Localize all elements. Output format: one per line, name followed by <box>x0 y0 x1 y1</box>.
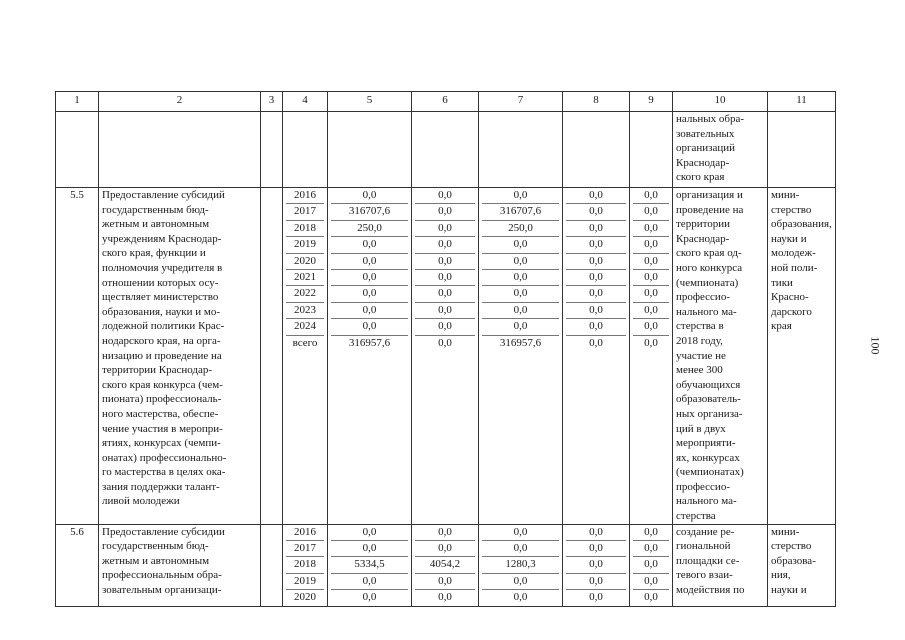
header-cell: 1 <box>56 92 99 112</box>
value-cell: 4054,2 <box>415 557 475 573</box>
row-executor: мини- стерство образования, науки и молодеж- ной поли- тики Краснo- дарского края <box>768 188 836 525</box>
year-cell: 2020 <box>286 254 324 270</box>
value-cell: 5334,5 <box>331 557 408 573</box>
value-cell: 0,0 <box>633 303 669 319</box>
col5-values <box>328 524 412 606</box>
value-cell: 0,0 <box>415 525 475 541</box>
year-cell: 2016 <box>286 525 324 541</box>
table-row <box>56 524 836 606</box>
value-cell: 0,0 <box>566 237 626 253</box>
year-cell: 2019 <box>286 237 324 253</box>
year-cell: всего <box>292 336 318 349</box>
value-cell: 0,0 <box>415 319 475 335</box>
value-cell: 0,0 <box>482 525 559 541</box>
row-result: организация и проведение на территории Краснодар- ского края од- ного конкурса (чемпионата) профессио- нального ма- стерства в 2018 году, участие не менее 300 обучающихся образователь- ных организа- ций в двух мероприяти- ях, конкурсах (чемпионатах) профессио- нального ма- стерства <box>673 188 768 525</box>
row-result: создание ре- гиональной площадки се- тевого взаи- модействия по <box>673 524 768 606</box>
header-cell: 5 <box>328 92 412 112</box>
value-cell: 0,0 <box>482 237 559 253</box>
header-cell: 9 <box>630 92 673 112</box>
value-cell: 0,0 <box>331 319 408 335</box>
value-cell: 250,0 <box>331 221 408 237</box>
value-cell: 0,0 <box>566 221 626 237</box>
value-cell: 0,0 <box>438 336 452 349</box>
value-cell: 0,0 <box>331 525 408 541</box>
value-cell: 0,0 <box>482 188 559 204</box>
row-executor: мини- стерство образова- ния, науки и <box>768 524 836 606</box>
value-cell: 0,0 <box>644 591 658 604</box>
value-cell: 0,0 <box>566 525 626 541</box>
value-cell: 316957,6 <box>499 336 542 349</box>
value-cell: 0,0 <box>331 303 408 319</box>
page-number: 100 <box>868 336 883 355</box>
value-cell: 0,0 <box>415 541 475 557</box>
year-column <box>283 188 328 525</box>
value-cell: 0,0 <box>331 574 408 590</box>
year-cell: 2018 <box>286 221 324 237</box>
year-column <box>283 524 328 606</box>
value-cell: 0,0 <box>633 254 669 270</box>
program-table <box>55 91 836 607</box>
value-cell: 0,0 <box>633 237 669 253</box>
header-row <box>56 92 836 112</box>
value-cell: 0,0 <box>566 254 626 270</box>
value-cell: 0,0 <box>566 557 626 573</box>
value-cell: 0,0 <box>633 574 669 590</box>
year-cell: 2018 <box>286 557 324 573</box>
value-cell: 0,0 <box>482 270 559 286</box>
value-cell: 0,0 <box>633 188 669 204</box>
value-cell: 250,0 <box>482 221 559 237</box>
value-cell: 0,0 <box>566 188 626 204</box>
value-cell: 0,0 <box>566 319 626 335</box>
value-cell: 0,0 <box>633 270 669 286</box>
year-cell: 2020 <box>294 591 316 604</box>
year-cell: 2019 <box>286 574 324 590</box>
header-cell: 7 <box>479 92 563 112</box>
value-cell: 0,0 <box>331 237 408 253</box>
table-row <box>56 188 836 525</box>
value-cell: 0,0 <box>513 591 528 604</box>
value-cell: 0,0 <box>415 254 475 270</box>
row-description: Предоставление субсидий государственным бюд- жетным и автономным учреждениям Краснодар- ского края, функции и полномочия учредителя в отношении которых осу- ществляет министерство образования, науки и мо- лодежной политики Крас- нодарского края, на орга- низацию и проведение на территории Краснодар- ского края конкурса (чем- пионата) профессиональ- ного мастерства, обеспе- чение участия в меропри- ятиях, конкурсах (чемпи- онатах) профессионально- го мастерства в целях ока- зания поддержки талант- ливой молодежи <box>99 188 261 525</box>
value-cell: 0,0 <box>644 336 658 349</box>
year-cell: 2017 <box>286 541 324 557</box>
value-cell: 0,0 <box>589 336 603 349</box>
carry-result-cell: нальных обра- зовательных организаций Краснодар- ского края <box>673 112 768 188</box>
header-cell: 4 <box>283 92 328 112</box>
value-cell: 0,0 <box>633 525 669 541</box>
value-cell: 0,0 <box>362 591 377 604</box>
value-cell: 0,0 <box>566 204 626 220</box>
value-cell: 0,0 <box>566 286 626 302</box>
header-cell: 10 <box>673 92 768 112</box>
value-cell: 0,0 <box>415 574 475 590</box>
col9-values <box>630 188 673 525</box>
value-cell: 0,0 <box>331 286 408 302</box>
value-cell: 0,0 <box>633 286 669 302</box>
value-cell: 0,0 <box>633 541 669 557</box>
col8-values <box>563 524 630 606</box>
year-cell: 2016 <box>286 188 324 204</box>
value-cell: 0,0 <box>415 188 475 204</box>
col7-values <box>479 524 563 606</box>
year-cell: 2017 <box>286 204 324 220</box>
col7-values <box>479 188 563 525</box>
value-cell: 1280,3 <box>482 557 559 573</box>
value-cell: 0,0 <box>566 270 626 286</box>
col8-values <box>563 188 630 525</box>
row-number: 5.6 <box>56 524 99 606</box>
year-cell: 2022 <box>286 286 324 302</box>
value-cell: 316707,6 <box>331 204 408 220</box>
value-cell: 0,0 <box>438 591 452 604</box>
value-cell: 0,0 <box>482 319 559 335</box>
value-cell: 0,0 <box>331 254 408 270</box>
year-cell: 2023 <box>286 303 324 319</box>
value-cell: 0,0 <box>415 286 475 302</box>
header-cell: 3 <box>261 92 283 112</box>
value-cell: 0,0 <box>482 286 559 302</box>
value-cell: 0,0 <box>633 319 669 335</box>
carry-over-row <box>56 112 836 188</box>
value-cell: 0,0 <box>415 204 475 220</box>
value-cell: 0,0 <box>633 204 669 220</box>
row-number: 5.5 <box>56 188 99 525</box>
value-cell: 0,0 <box>482 254 559 270</box>
value-cell: 0,0 <box>589 591 603 604</box>
value-cell: 0,0 <box>633 557 669 573</box>
header-cell: 11 <box>768 92 836 112</box>
value-cell: 0,0 <box>331 541 408 557</box>
value-cell: 0,0 <box>415 303 475 319</box>
value-cell: 0,0 <box>482 574 559 590</box>
value-cell: 316957,6 <box>348 336 391 349</box>
value-cell: 0,0 <box>566 541 626 557</box>
value-cell: 0,0 <box>415 221 475 237</box>
value-cell: 0,0 <box>415 237 475 253</box>
col6-values <box>412 188 479 525</box>
year-cell: 2021 <box>286 270 324 286</box>
value-cell: 316707,6 <box>482 204 559 220</box>
row-description: Предоставление субсидии государственным бюд- жетным и автономным профессиональным обра- зовательным организаци- <box>99 524 261 606</box>
col9-values <box>630 524 673 606</box>
year-cell: 2024 <box>286 319 324 335</box>
value-cell: 0,0 <box>415 270 475 286</box>
value-cell: 0,0 <box>331 188 408 204</box>
value-cell: 0,0 <box>482 303 559 319</box>
header-cell: 6 <box>412 92 479 112</box>
value-cell: 0,0 <box>331 270 408 286</box>
value-cell: 0,0 <box>633 221 669 237</box>
value-cell: 0,0 <box>482 541 559 557</box>
value-cell: 0,0 <box>566 574 626 590</box>
value-cell: 0,0 <box>566 303 626 319</box>
header-cell: 2 <box>99 92 261 112</box>
header-cell: 8 <box>563 92 630 112</box>
col6-values <box>412 524 479 606</box>
col5-values <box>328 188 412 525</box>
